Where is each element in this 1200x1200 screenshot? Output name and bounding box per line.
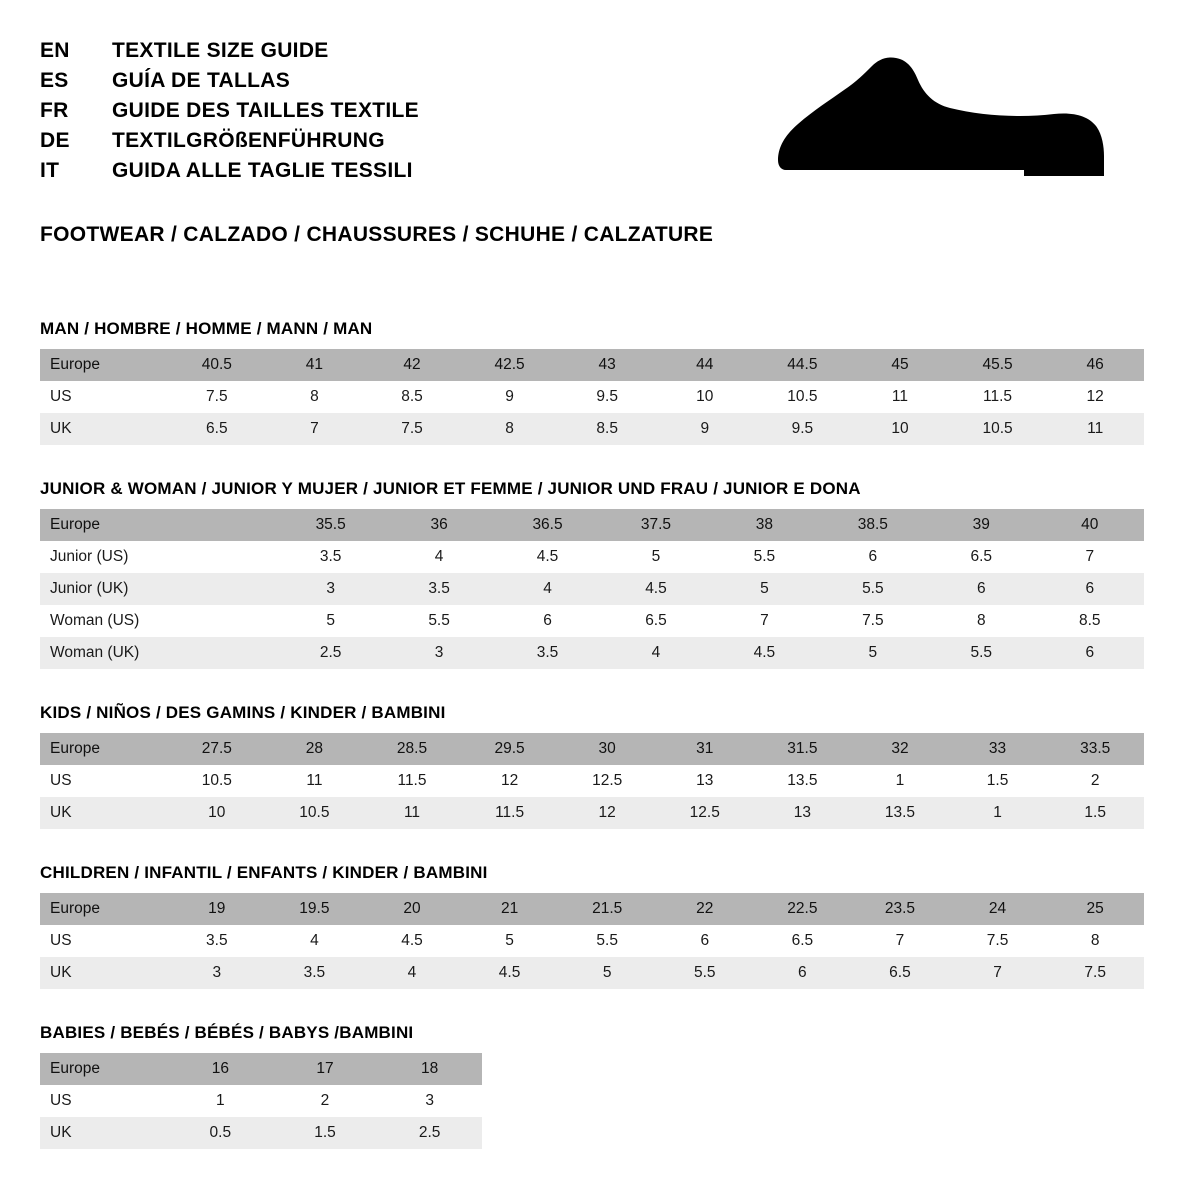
table-cell: 5 <box>558 957 656 989</box>
table-cell: 33.5 <box>1046 733 1144 765</box>
table-cell: 7 <box>1036 541 1145 573</box>
document-header <box>40 36 1160 187</box>
table-cell: 13 <box>754 797 852 829</box>
table-cell: 33 <box>949 733 1047 765</box>
table-cell: 10 <box>851 413 949 445</box>
table-cell: 22 <box>656 893 754 925</box>
table-cell: 11.5 <box>363 765 461 797</box>
table-row <box>40 733 1144 765</box>
table-row <box>40 1053 482 1085</box>
row-label: UK <box>40 413 168 445</box>
section-title: BABIES / BEBÉS / BÉBÉS / BABYS /BAMBINI <box>40 1023 414 1042</box>
language-code: IT <box>40 159 60 182</box>
table-cell: 13.5 <box>851 797 949 829</box>
row-label: US <box>40 381 168 413</box>
table-cell: 2.5 <box>276 637 384 669</box>
table-row <box>40 509 1144 541</box>
table-cell: 24 <box>949 893 1047 925</box>
table-cell: 1 <box>949 797 1047 829</box>
table-cell: 18 <box>377 1053 482 1085</box>
table-cell: 30 <box>558 733 656 765</box>
row-label: Europe <box>40 733 168 765</box>
table-cell: 11.5 <box>949 381 1047 413</box>
table-cell: 29.5 <box>461 733 559 765</box>
table-cell: 4.5 <box>710 637 818 669</box>
table-cell: 45.5 <box>949 349 1047 381</box>
table-cell: 9.5 <box>558 381 656 413</box>
section-title: CHILDREN / INFANTIL / ENFANTS / KINDER / BAMBINI <box>40 863 488 882</box>
row-label: Junior (UK) <box>40 573 168 605</box>
table-cell: 8 <box>1046 925 1144 957</box>
table-cell: 4.5 <box>493 541 601 573</box>
table-cell: 7.5 <box>949 925 1047 957</box>
table-cell: 11 <box>851 381 949 413</box>
table-cell: 21 <box>461 893 559 925</box>
table-cell: 31.5 <box>754 733 852 765</box>
section-title: MAN / HOMBRE / HOMME / MANN / MAN <box>40 319 373 338</box>
table-cell: 7.5 <box>819 605 927 637</box>
table-cell: 32 <box>851 733 949 765</box>
row-label: US <box>40 765 168 797</box>
table-cell: 38.5 <box>819 509 927 541</box>
table-cell: 4 <box>266 925 364 957</box>
row-label: US <box>40 1085 168 1117</box>
table-cell: 11 <box>363 797 461 829</box>
language-title-list <box>40 36 419 186</box>
size-table <box>40 509 1144 669</box>
table-cell: 5 <box>276 605 384 637</box>
size-section <box>40 1023 1160 1149</box>
table-cell: 7 <box>949 957 1047 989</box>
table-cell: 3 <box>276 573 384 605</box>
table-cell: 19 <box>168 893 266 925</box>
table-cell: 12 <box>1046 381 1144 413</box>
row-label: Europe <box>40 893 168 925</box>
table-cell <box>168 573 276 605</box>
table-cell: 42.5 <box>461 349 559 381</box>
language-row <box>40 126 419 156</box>
table-cell: 3.5 <box>493 637 601 669</box>
table-cell: 1 <box>168 1085 273 1117</box>
section-title: JUNIOR & WOMAN / JUNIOR Y MUJER / JUNIOR ET FEMME / JUNIOR UND FRAU / JUNIOR E DONA <box>40 479 861 498</box>
row-label: Europe <box>40 509 168 541</box>
table-cell: 1.5 <box>273 1117 378 1149</box>
row-label: Woman (US) <box>40 605 168 637</box>
table-row <box>40 349 1144 381</box>
table-cell: 3.5 <box>168 925 266 957</box>
row-label: UK <box>40 957 168 989</box>
size-table <box>40 1053 482 1149</box>
table-cell: 7 <box>851 925 949 957</box>
row-label: UK <box>40 797 168 829</box>
table-cell: 4.5 <box>602 573 710 605</box>
table-cell: 5 <box>602 541 710 573</box>
language-row <box>40 96 419 126</box>
language-row <box>40 156 419 186</box>
table-cell: 6 <box>1036 573 1145 605</box>
language-title: GUIDA ALLE TAGLIE TESSILI <box>112 159 413 182</box>
table-cell: 5.5 <box>558 925 656 957</box>
language-code: FR <box>40 99 69 122</box>
section-title: KIDS / NIÑOS / DES GAMINS / KINDER / BAMBINI <box>40 703 446 722</box>
table-cell: 22.5 <box>754 893 852 925</box>
table-cell: 5.5 <box>819 573 927 605</box>
table-cell: 3.5 <box>276 541 384 573</box>
table-cell: 5 <box>710 573 818 605</box>
table-cell <box>168 541 276 573</box>
table-cell: 12.5 <box>558 765 656 797</box>
language-title: TEXTILGRÖßENFÜHRUNG <box>112 129 385 152</box>
table-cell: 5 <box>461 925 559 957</box>
language-title: TEXTILE SIZE GUIDE <box>112 39 329 62</box>
size-table <box>40 893 1144 989</box>
table-cell: 39 <box>927 509 1035 541</box>
table-cell: 23.5 <box>851 893 949 925</box>
table-cell: 6 <box>754 957 852 989</box>
table-cell: 6.5 <box>168 413 266 445</box>
table-cell: 16 <box>168 1053 273 1085</box>
table-cell: 10.5 <box>949 413 1047 445</box>
table-cell: 2 <box>273 1085 378 1117</box>
table-cell: 20 <box>363 893 461 925</box>
dress-shoe-icon <box>768 52 1108 187</box>
table-row <box>40 1085 482 1117</box>
row-label: Europe <box>40 1053 168 1085</box>
row-label: Europe <box>40 349 168 381</box>
table-cell: 9.5 <box>754 413 852 445</box>
table-cell: 6.5 <box>602 605 710 637</box>
table-cell: 31 <box>656 733 754 765</box>
table-row <box>40 381 1144 413</box>
table-cell: 0.5 <box>168 1117 273 1149</box>
table-cell: 8 <box>266 381 364 413</box>
table-cell: 40 <box>1036 509 1145 541</box>
table-cell: 7 <box>266 413 364 445</box>
table-cell: 1.5 <box>1046 797 1144 829</box>
table-cell: 5 <box>819 637 927 669</box>
table-cell: 38 <box>710 509 818 541</box>
size-table <box>40 733 1144 829</box>
row-label: UK <box>40 1117 168 1149</box>
size-section <box>40 703 1160 829</box>
table-row <box>40 573 1144 605</box>
table-cell: 11 <box>266 765 364 797</box>
size-section <box>40 863 1160 989</box>
table-cell: 3.5 <box>266 957 364 989</box>
table-cell <box>168 509 276 541</box>
row-label: Woman (UK) <box>40 637 168 669</box>
table-cell: 1 <box>851 765 949 797</box>
table-cell: 25 <box>1046 893 1144 925</box>
table-cell: 12.5 <box>656 797 754 829</box>
table-cell: 3 <box>385 637 493 669</box>
table-row <box>40 893 1144 925</box>
language-title: GUIDE DES TAILLES TEXTILE <box>112 99 419 122</box>
table-cell: 12 <box>461 765 559 797</box>
table-cell: 8 <box>927 605 1035 637</box>
table-cell: 17 <box>273 1053 378 1085</box>
table-row <box>40 541 1144 573</box>
table-cell: 6.5 <box>754 925 852 957</box>
table-cell: 41 <box>266 349 364 381</box>
table-cell: 4 <box>363 957 461 989</box>
table-row <box>40 957 1144 989</box>
table-cell: 8.5 <box>1036 605 1145 637</box>
table-cell: 10 <box>656 381 754 413</box>
table-cell <box>168 605 276 637</box>
table-cell: 8.5 <box>558 413 656 445</box>
language-code: DE <box>40 129 70 152</box>
table-cell: 7 <box>710 605 818 637</box>
table-cell: 3 <box>377 1085 482 1117</box>
table-cell: 42 <box>363 349 461 381</box>
table-cell: 13.5 <box>754 765 852 797</box>
table-cell: 4.5 <box>363 925 461 957</box>
table-row <box>40 925 1144 957</box>
table-cell: 5.5 <box>710 541 818 573</box>
table-cell: 2.5 <box>377 1117 482 1149</box>
table-row <box>40 1117 482 1149</box>
table-cell: 9 <box>656 413 754 445</box>
table-cell: 4 <box>385 541 493 573</box>
size-table <box>40 349 1144 445</box>
table-cell: 7.5 <box>363 413 461 445</box>
table-cell: 27.5 <box>168 733 266 765</box>
table-cell: 3 <box>168 957 266 989</box>
table-cell: 7.5 <box>168 381 266 413</box>
table-cell: 10.5 <box>754 381 852 413</box>
table-cell: 10.5 <box>266 797 364 829</box>
table-cell: 40.5 <box>168 349 266 381</box>
table-row <box>40 765 1144 797</box>
table-cell: 44.5 <box>754 349 852 381</box>
table-cell: 3.5 <box>385 573 493 605</box>
table-cell: 35.5 <box>276 509 384 541</box>
table-cell: 10 <box>168 797 266 829</box>
table-cell: 6.5 <box>851 957 949 989</box>
table-cell: 6.5 <box>927 541 1035 573</box>
table-cell: 1.5 <box>949 765 1047 797</box>
table-cell: 7.5 <box>1046 957 1144 989</box>
language-row <box>40 66 419 96</box>
table-cell: 21.5 <box>558 893 656 925</box>
table-cell: 19.5 <box>266 893 364 925</box>
table-row <box>40 413 1144 445</box>
table-cell: 36 <box>385 509 493 541</box>
table-cell: 8.5 <box>363 381 461 413</box>
table-cell: 11.5 <box>461 797 559 829</box>
table-cell: 5.5 <box>656 957 754 989</box>
table-cell: 10.5 <box>168 765 266 797</box>
table-cell: 46 <box>1046 349 1144 381</box>
row-label: US <box>40 925 168 957</box>
table-cell: 8 <box>461 413 559 445</box>
table-cell: 36.5 <box>493 509 601 541</box>
table-cell: 12 <box>558 797 656 829</box>
table-cell: 28.5 <box>363 733 461 765</box>
table-cell: 6 <box>1036 637 1145 669</box>
language-title: GUÍA DE TALLAS <box>112 69 291 92</box>
table-cell: 43 <box>558 349 656 381</box>
table-cell: 6 <box>819 541 927 573</box>
table-cell: 4 <box>493 573 601 605</box>
table-cell: 13 <box>656 765 754 797</box>
table-row <box>40 637 1144 669</box>
table-cell: 44 <box>656 349 754 381</box>
table-row <box>40 797 1144 829</box>
table-cell: 28 <box>266 733 364 765</box>
table-cell <box>168 637 276 669</box>
table-cell: 6 <box>927 573 1035 605</box>
table-cell: 4 <box>602 637 710 669</box>
size-tables-container <box>40 319 1160 1149</box>
table-cell: 9 <box>461 381 559 413</box>
language-code: ES <box>40 69 69 92</box>
table-cell: 6 <box>493 605 601 637</box>
table-cell: 45 <box>851 349 949 381</box>
table-cell: 5.5 <box>927 637 1035 669</box>
table-cell: 2 <box>1046 765 1144 797</box>
language-row <box>40 36 419 66</box>
table-cell: 5.5 <box>385 605 493 637</box>
table-cell: 6 <box>656 925 754 957</box>
size-section <box>40 319 1160 445</box>
table-cell: 37.5 <box>602 509 710 541</box>
language-code: EN <box>40 39 70 62</box>
size-section <box>40 479 1160 669</box>
table-cell: 4.5 <box>461 957 559 989</box>
table-cell: 11 <box>1046 413 1144 445</box>
category-title: FOOTWEAR / CALZADO / CHAUSSURES / SCHUHE / CALZATURE <box>40 223 714 246</box>
table-row <box>40 605 1144 637</box>
row-label: Junior (US) <box>40 541 168 573</box>
